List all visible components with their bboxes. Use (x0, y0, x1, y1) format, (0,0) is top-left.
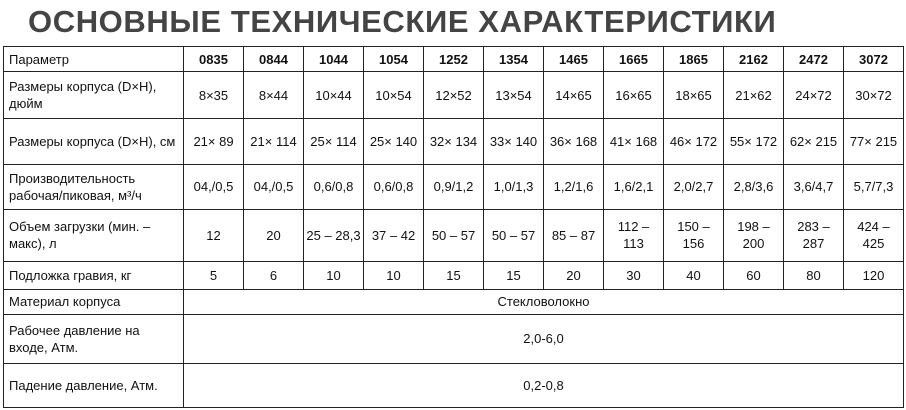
row-label: Подложка гравия, кг (4, 262, 184, 289)
table-cell: 85 – 87 (544, 209, 604, 262)
table-cell: 112 – 113 (604, 209, 664, 262)
table-cell: 120 (844, 262, 904, 289)
model-header: 0844 (244, 47, 304, 72)
row-label: Материал корпуса (4, 289, 184, 314)
table-cell: 2,8/3,6 (724, 165, 784, 209)
table-cell: 21× 114 (244, 118, 304, 164)
table-cell: 10×44 (304, 72, 364, 118)
table-cell: 10 (364, 262, 424, 289)
table-row (4, 262, 904, 289)
table-cell: 10 (304, 262, 364, 289)
table-cell: 5 (184, 262, 244, 289)
table-cell: 33× 140 (484, 118, 544, 164)
row-label: Размеры корпуса (D×H), дюйм (4, 72, 184, 118)
table-row (4, 363, 904, 407)
table-cell: 25 – 28,3 (304, 209, 364, 262)
table-cell: 13×54 (484, 72, 544, 118)
model-header: 1044 (304, 47, 364, 72)
table-cell: 0,6/0,8 (304, 165, 364, 209)
table-cell: 8×35 (184, 72, 244, 118)
table-cell: 04,/0,5 (244, 165, 304, 209)
table-cell: 1,0/1,3 (484, 165, 544, 209)
table-cell: 30 (604, 262, 664, 289)
table-cell: 5,7/7,3 (844, 165, 904, 209)
model-header: 3072 (844, 47, 904, 72)
table-cell: 2,0/2,7 (664, 165, 724, 209)
table-cell: 3,6/4,7 (784, 165, 844, 209)
table-cell: 1,6/2,1 (604, 165, 664, 209)
table-row (4, 209, 904, 262)
table-cell: 25× 140 (364, 118, 424, 164)
table-cell: 36× 168 (544, 118, 604, 164)
table-cell: 50 – 57 (424, 209, 484, 262)
table-cell: 16×65 (604, 72, 664, 118)
table-cell: 24×72 (784, 72, 844, 118)
model-header: 1465 (544, 47, 604, 72)
table-row (4, 315, 904, 364)
table-cell: 12×52 (424, 72, 484, 118)
model-header: 2162 (724, 47, 784, 72)
model-header: 1252 (424, 47, 484, 72)
merged-value-cell: 0,2-0,8 (184, 363, 904, 407)
table-cell: 150 – 156 (664, 209, 724, 262)
table-row (4, 165, 904, 209)
table-cell: 21×62 (724, 72, 784, 118)
table-cell: 198 – 200 (724, 209, 784, 262)
spec-table (3, 46, 904, 408)
table-cell: 50 – 57 (484, 209, 544, 262)
table-cell: 25× 114 (304, 118, 364, 164)
table-header-row (4, 47, 904, 72)
table-cell: 32× 134 (424, 118, 484, 164)
table-row (4, 72, 904, 118)
table-cell: 21× 89 (184, 118, 244, 164)
table-cell: 41× 168 (604, 118, 664, 164)
table-cell: 55× 172 (724, 118, 784, 164)
model-header: 1865 (664, 47, 724, 72)
table-cell: 15 (484, 262, 544, 289)
model-header: 1665 (604, 47, 664, 72)
page-title: ОСНОВНЫЕ ТЕХНИЧЕСКИЕ ХАРАКТЕРИСТИКИ (28, 4, 777, 39)
merged-value-cell: Стекловолокно (184, 289, 904, 314)
table-cell: 14×65 (544, 72, 604, 118)
table-cell: 20 (544, 262, 604, 289)
table-cell: 424 – 425 (844, 209, 904, 262)
table-cell: 60 (724, 262, 784, 289)
table-cell: 12 (184, 209, 244, 262)
table-cell: 80 (784, 262, 844, 289)
model-header: 1354 (484, 47, 544, 72)
table-cell: 15 (424, 262, 484, 289)
table-cell: 04,/0,5 (184, 165, 244, 209)
merged-value-cell: 2,0-6,0 (184, 315, 904, 364)
table-cell: 30×72 (844, 72, 904, 118)
table-row (4, 289, 904, 314)
table-cell: 37 – 42 (364, 209, 424, 262)
table-cell: 20 (244, 209, 304, 262)
table-cell: 40 (664, 262, 724, 289)
model-header: 1054 (364, 47, 424, 72)
model-header: 0835 (184, 47, 244, 72)
table-cell: 283 – 287 (784, 209, 844, 262)
table-cell: 77× 215 (844, 118, 904, 164)
row-label: Падение давление, Атм. (4, 363, 184, 407)
row-label: Объем загрузки (мин. – макс), л (4, 209, 184, 262)
model-header: 2472 (784, 47, 844, 72)
row-label: Размеры корпуса (D×H), см (4, 118, 184, 164)
table-cell: 46× 172 (664, 118, 724, 164)
table-cell: 6 (244, 262, 304, 289)
table-cell: 62× 215 (784, 118, 844, 164)
table-cell: 8×44 (244, 72, 304, 118)
table-cell: 18×65 (664, 72, 724, 118)
table-row (4, 118, 904, 164)
table-cell: 1,2/1,6 (544, 165, 604, 209)
table-cell: 0,9/1,2 (424, 165, 484, 209)
header-param-label: Параметр (4, 47, 184, 72)
table-cell: 0,6/0,8 (364, 165, 424, 209)
row-label: Рабочее давление на входе, Атм. (4, 315, 184, 364)
row-label: Производительность рабочая/пиковая, м³/ч (4, 165, 184, 209)
table-cell: 10×54 (364, 72, 424, 118)
